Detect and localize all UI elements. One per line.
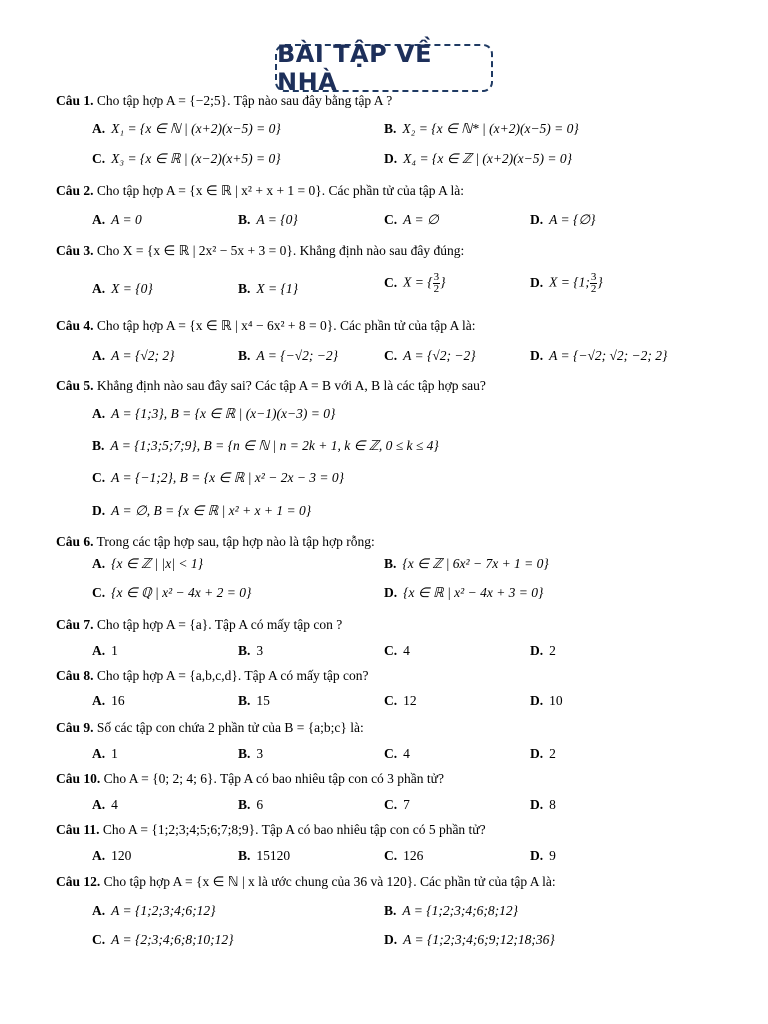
question-text: Cho tập hợp A = {a}. Tập A có mấy tập con ? (96, 617, 343, 632)
option-label: A. (92, 212, 106, 227)
option-text: A = ∅ (403, 212, 439, 227)
question-4 (56, 318, 476, 334)
option-2c[interactable] (384, 212, 439, 228)
question-text: Cho tập hợp A = {x ∈ ℕ | x là ước chung của 36 và 120}. Các phần tử của tập A là: (103, 874, 556, 889)
option-3c[interactable] (384, 272, 446, 295)
option-6d[interactable] (384, 585, 543, 601)
question-number: Câu 8. (56, 668, 94, 683)
option-text: 10 (549, 693, 563, 708)
option-4d[interactable] (530, 348, 667, 364)
option-11a[interactable] (92, 848, 131, 864)
option-9d[interactable] (530, 746, 556, 762)
option-6b[interactable] (384, 556, 549, 572)
option-text: X₂ = {x ∈ ℕ* | (x+2)(x−5) = 0} (402, 121, 579, 136)
question-number: Câu 4. (56, 318, 94, 333)
option-2b[interactable] (238, 212, 298, 228)
option-text: 3 (256, 746, 264, 761)
option-text-tail: } (440, 274, 446, 290)
option-label: C. (384, 848, 398, 863)
question-5 (56, 378, 486, 394)
option-6a[interactable] (92, 556, 203, 572)
option-10c[interactable] (384, 797, 410, 813)
fraction-numerator: 3 (590, 271, 597, 283)
option-label: A. (92, 693, 106, 708)
option-10a[interactable] (92, 797, 118, 813)
option-8b[interactable] (238, 693, 270, 709)
option-3d[interactable] (530, 272, 603, 295)
option-label: D. (530, 797, 544, 812)
option-text: 12 (403, 693, 417, 708)
question-1 (56, 93, 392, 109)
option-text: {x ∈ ℚ | x² − 4x + 2 = 0} (111, 585, 252, 600)
question-9 (56, 720, 364, 736)
option-label: A. (92, 903, 106, 918)
question-text: Trong các tập hợp sau, tập hợp nào là tập hợp rỗng: (96, 534, 375, 549)
question-7 (56, 617, 342, 633)
question-text: Cho A = {0; 2; 4; 6}. Tập A có bao nhiêu tập con có 3 phần tử? (103, 771, 444, 786)
option-label: A. (92, 556, 106, 571)
question-text: Cho tập hợp A = {−2;5}. Tập nào sau đây bằng tập A ? (96, 93, 393, 108)
option-text: 4 (403, 643, 410, 658)
option-label: D. (530, 643, 544, 658)
option-label: C. (384, 212, 398, 227)
option-label: A. (92, 643, 106, 658)
title-box (275, 40, 493, 96)
option-9c[interactable] (384, 746, 410, 762)
option-text: A = {√2; 2} (111, 348, 175, 363)
option-text: {x ∈ ℤ | 6x² − 7x + 1 = 0} (402, 556, 549, 571)
option-label: B. (238, 348, 251, 363)
fraction-numerator: 3 (433, 271, 440, 283)
question-number: Câu 10. (56, 771, 101, 786)
option-text: 16 (111, 693, 125, 708)
option-1c[interactable] (92, 151, 281, 167)
option-text: X₃ = {x ∈ ℝ | (x−2)(x+5) = 0} (111, 151, 281, 166)
option-label: D. (530, 848, 544, 863)
option-text: A = {1;2;3;4;6;9;12;18;36} (403, 932, 555, 947)
option-label: B. (238, 643, 251, 658)
option-text: {x ∈ ℝ | x² − 4x + 3 = 0} (403, 585, 544, 600)
question-number: Câu 3. (56, 243, 94, 258)
option-text: A = {0} (256, 212, 298, 227)
option-8d[interactable] (530, 693, 563, 709)
option-text: X₁ = {x ∈ ℕ | (x+2)(x−5) = 0} (111, 121, 281, 136)
option-label: B. (238, 797, 251, 812)
option-7a[interactable] (92, 643, 118, 659)
option-7c[interactable] (384, 643, 410, 659)
option-label: B. (238, 281, 251, 296)
option-12b[interactable] (384, 903, 518, 919)
option-label: C. (92, 932, 106, 947)
option-text: 1 (111, 643, 118, 658)
option-text: X = { (403, 274, 433, 290)
option-4a[interactable] (92, 348, 175, 364)
option-text: A = {−1;2}, B = {x ∈ ℝ | x² − 2x − 3 = 0} (111, 470, 345, 485)
question-number: Câu 11. (56, 822, 100, 837)
question-number: Câu 12. (56, 874, 101, 889)
option-text: A = {1;3;5;7;9}, B = {n ∈ ℕ | n = 2k + 1, k ∈ ℤ, 0 ≤ k ≤ 4} (110, 438, 439, 453)
option-text: 126 (403, 848, 424, 863)
option-4c[interactable] (384, 348, 476, 364)
question-6 (56, 534, 375, 550)
question-number: Câu 7. (56, 617, 94, 632)
option-1a[interactable] (92, 121, 281, 137)
option-11c[interactable] (384, 848, 423, 864)
option-text: X = {0} (111, 281, 153, 296)
option-text: 1 (111, 746, 118, 761)
option-5c[interactable] (92, 470, 344, 486)
question-2 (56, 183, 464, 199)
option-text: 9 (549, 848, 556, 863)
option-text: A = {1;2;3;4;6;8;12} (402, 903, 519, 918)
option-11d[interactable] (530, 848, 556, 864)
option-text: X = {1} (256, 281, 299, 296)
option-text: A = 0 (111, 212, 142, 227)
option-8a[interactable] (92, 693, 125, 709)
option-12a[interactable] (92, 903, 216, 919)
option-label: A. (92, 797, 106, 812)
question-text: Cho tập hợp A = {a,b,c,d}. Tập A có mấy tập con? (96, 668, 369, 683)
option-7b[interactable] (238, 643, 263, 659)
option-text: 4 (403, 746, 410, 761)
option-4b[interactable] (238, 348, 338, 364)
option-label: B. (384, 121, 397, 136)
question-text: Số các tập con chứa 2 phần tử của B = {a;b;c} là: (96, 720, 364, 735)
option-label: C. (384, 797, 398, 812)
option-text: A = ∅, B = {x ∈ ℝ | x² + x + 1 = 0} (111, 503, 312, 518)
fraction-denominator: 2 (433, 283, 440, 295)
option-1d[interactable] (384, 151, 572, 167)
option-text: A = {1;3}, B = {x ∈ ℝ | (x−1)(x−3) = 0} (111, 406, 336, 421)
option-text: 3 (256, 643, 264, 658)
option-10d[interactable] (530, 797, 556, 813)
option-label: C. (384, 643, 398, 658)
option-text: 8 (549, 797, 556, 812)
option-label: A. (92, 121, 106, 136)
question-3 (56, 243, 464, 259)
option-label: D. (92, 503, 106, 518)
option-label: D. (530, 274, 544, 290)
option-8c[interactable] (384, 693, 417, 709)
question-8 (56, 668, 368, 684)
option-label: C. (384, 274, 398, 290)
option-text-tail: } (597, 274, 603, 290)
option-label: C. (384, 746, 398, 761)
option-label: C. (384, 693, 398, 708)
option-label: C. (92, 585, 106, 600)
option-label: D. (530, 693, 544, 708)
option-text: 120 (111, 848, 132, 863)
question-10 (56, 771, 444, 787)
fraction-denominator: 2 (590, 283, 597, 295)
option-label: D. (384, 932, 398, 947)
option-6c[interactable] (92, 585, 251, 601)
option-2a[interactable] (92, 212, 142, 228)
option-label: A. (92, 848, 106, 863)
option-label: D. (530, 212, 544, 227)
question-11 (56, 822, 486, 838)
option-label: C. (92, 470, 106, 485)
option-label: D. (384, 151, 398, 166)
option-text: A = {−√2; −2} (256, 348, 339, 363)
option-5b[interactable] (92, 438, 439, 454)
option-9a[interactable] (92, 746, 118, 762)
option-7d[interactable] (530, 643, 556, 659)
option-5d[interactable] (92, 503, 311, 519)
option-label: C. (384, 348, 398, 363)
option-text: X = {1; (549, 274, 590, 290)
option-3b[interactable] (238, 281, 298, 297)
option-text: 2 (549, 643, 556, 658)
option-text: 7 (403, 797, 410, 812)
option-12d[interactable] (384, 932, 555, 948)
option-label: C. (92, 151, 106, 166)
option-label: B. (238, 212, 251, 227)
option-text: 15120 (256, 848, 291, 863)
option-text: A = {2;3;4;6;8;10;12} (111, 932, 234, 947)
option-label: B. (384, 556, 397, 571)
option-text: 2 (549, 746, 556, 761)
option-text: 4 (111, 797, 118, 812)
question-text: Cho tập hợp A = {x ∈ ℝ | x² + x + 1 = 0}. Các phần tử của tập A là: (96, 183, 465, 198)
question-text: Khẳng định nào sau đây sai? Các tập A = B với A, B là các tập hợp sau? (96, 378, 486, 393)
option-2d[interactable] (530, 212, 596, 228)
question-number: Câu 1. (56, 93, 94, 108)
option-11b[interactable] (238, 848, 290, 864)
option-text: 6 (256, 797, 264, 812)
option-12c[interactable] (92, 932, 234, 948)
question-number: Câu 9. (56, 720, 94, 735)
question-number: Câu 5. (56, 378, 94, 393)
option-text: A = {∅} (549, 212, 596, 227)
question-text: Cho X = {x ∈ ℝ | 2x² − 5x + 3 = 0}. Khẳng định nào sau đây đúng: (96, 243, 465, 258)
option-label: D. (530, 746, 544, 761)
option-5a[interactable] (92, 406, 335, 422)
question-number: Câu 2. (56, 183, 94, 198)
option-10b[interactable] (238, 797, 263, 813)
option-3a[interactable] (92, 281, 153, 297)
option-label: A. (92, 406, 106, 421)
option-label: D. (384, 585, 398, 600)
option-text: X₄ = {x ∈ ℤ | (x+2)(x−5) = 0} (403, 151, 573, 166)
option-text: A = {−√2; √2; −2; 2} (549, 348, 668, 363)
option-label: B. (238, 746, 251, 761)
option-text: A = {√2; −2} (403, 348, 476, 363)
question-text: Cho tập hợp A = {x ∈ ℝ | x⁴ − 6x² + 8 = 0}. Các phần tử của tập A là: (96, 318, 476, 333)
option-label: D. (530, 348, 544, 363)
option-9b[interactable] (238, 746, 263, 762)
option-1b[interactable] (384, 121, 579, 137)
option-label: B. (92, 438, 105, 453)
option-label: A. (92, 746, 106, 761)
option-label: B. (384, 903, 397, 918)
option-label: B. (238, 848, 251, 863)
page-title: BÀI TẬP VỀ NHÀ (277, 40, 433, 96)
option-text: 15 (256, 693, 270, 708)
question-text: Cho A = {1;2;3;4;5;6;7;8;9}. Tập A có bao nhiêu tập con có 5 phần tử? (102, 822, 486, 837)
option-label: A. (92, 348, 106, 363)
option-label: B. (238, 693, 251, 708)
question-number: Câu 6. (56, 534, 94, 549)
option-text: {x ∈ ℤ | |x| < 1} (111, 556, 203, 571)
option-label: A. (92, 281, 106, 296)
question-12 (56, 874, 556, 890)
option-text: A = {1;2;3;4;6;12} (111, 903, 216, 918)
